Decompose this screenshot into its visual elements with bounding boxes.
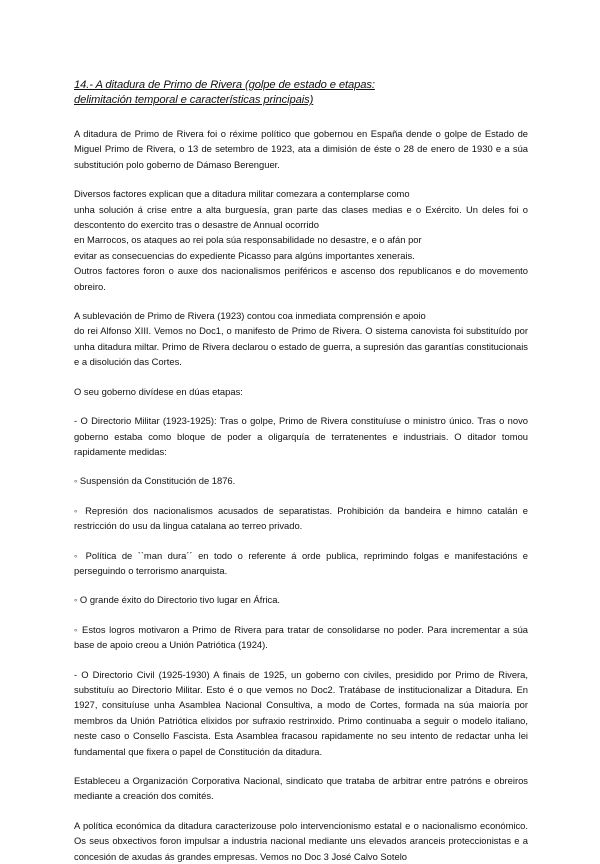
paragraph-corporative-organization: Estableceu a Organización Corporativa Nacional, sindicato que trataba de arbitrar entre patróns e obreiros mediante a creación dos comités. (74, 775, 528, 802)
text-line: do rei Alfonso XIII. Vemos no Doc1, o manifesto de Primo de Rivera. O sistema canovista foi substituído por unha ditadura miltar. Primo de Rivera declarou o estado de guerra, a supresión das garantías constitucionais e a disolución das Cortes. (74, 325, 528, 368)
list-item: ◦ Suspensión da Constitución de 1876. (74, 475, 236, 487)
document-title (74, 78, 528, 108)
paragraph-factors (74, 186, 528, 294)
list-item: ◦ Estos logros motivaron a Primo de Rivera para tratar de consolidarse no poder. Para incrementar a súa base de apoio creou a Unión Patriótica (1924). (74, 623, 528, 651)
paragraph-stages: O seu goberno divídese en dúas etapas: (74, 385, 243, 397)
text-line: A sublevación de Primo de Rivera (1923) contou coa inmediata comprensión e apoio (74, 310, 426, 322)
paragraph-civil-directory: - O Directorio Civil (1925-1930) A finais de 1925, un goberno con civiles, presidido por Primo de Rivera, substituíu ao Directorio Militar. Esto é o que vemos no Doc2. Tratábase de institucionalizar a Ditadura. En 1927, consituíuse unha Asamblea Nacional Consultiva, a modo de Cortes, formada na súa maioría por membros da Unión Patriótica elixidos por sufraxio restrinxido. Primo continuaba a seguir o modelo italiano, neste caso o Consello Fascista. Esta Asamblea fracasou rapidamente no seu intento de redactar unha lei fundamental que fixera o papel de Constitución da ditadura. (74, 668, 528, 757)
text-line: evitar as consecuencias do expediente Picasso para algúns importantes xenerais. (74, 249, 415, 261)
list-item: ◦ Política de ``man dura´´ en todo o referente á orde publica, reprimindo folgas e manifestacións e perseguindo o terrorismo anarquista. (74, 549, 528, 576)
text-line: Diversos factores explican que a ditadura militar comezara a contemplarse como (74, 188, 410, 200)
list-item: ◦ Represión dos nacionalismos acusados de separatistas. Prohibición da bandeira e himno catalán e restricción do usu da lingua catalana ao terreo privado. (74, 504, 528, 532)
list-item: ◦ O grande éxito do Directorio tivo lugar en África. (74, 594, 281, 606)
paragraph-intro: A ditadura de Primo de Rivera foi o réxime político que gobernou en España dende o golpe de Estado de Miguel Primo de Rivera, o 13 de setembro de 1923, ata a dimisión de éste o 28 de enero de 1930 e a súa substitución polo goberno de Dámaso Berenguer. (74, 128, 528, 170)
title-line-1: 14.- A ditadura de Primo de Rivera (golpe de estado e etapas: (74, 79, 375, 91)
text-line: en Marrocos, os ataques ao rei pola súa responsabilidade no desastre, e o afán por (74, 234, 422, 246)
text-line: Outros factores foron o auxe dos nacionalismos periféricos e ascenso dos republicanos e do movemento obreiro. (74, 265, 528, 292)
paragraph-economic-policy: A política económica da ditadura caracterizouse polo intervencionismo estatal e o nacionalismo económico. Os seus obxectivos foron impulsar a industria nacional mediante uns elevados aranceis proteccionistas e a concesión de axudas ás grandes empresas. Vemos no Doc 3 José Calvo Sotelo (74, 819, 528, 862)
paragraph-uprising (74, 308, 528, 370)
title-line-2: delimitación temporal e características principais) (74, 94, 314, 106)
text-line: unha solución á crise entre a alta burguesía, gran parte das clases medias e o Exército. Un deles foi o descontento do exercito tras o desastre de Annual ocorrido (74, 203, 528, 231)
paragraph-military-directory: - O Directorio Militar (1923-1925): Tras o golpe, Primo de Rivera constituíuse o ministro único. Tras o novo goberno estaba como bloque de poder a oligarquía de terratenentes e industriais. O ditador tomou rapidamente medidas: (74, 415, 528, 457)
